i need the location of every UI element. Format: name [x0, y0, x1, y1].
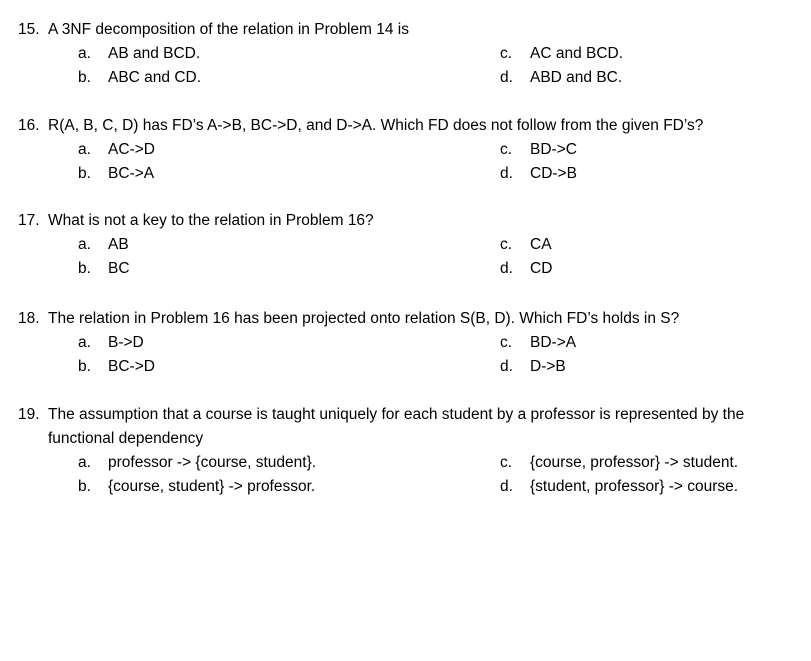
question-text: [18, 307, 788, 331]
option-letter: d.: [500, 69, 513, 86]
option-d: [500, 355, 566, 379]
question-body: The relation in Problem 16 has been projected onto relation S(B, D). Which FD’s holds in S?: [48, 310, 680, 327]
option-text: ABC and CD.: [108, 69, 202, 86]
question-number: 18.: [18, 310, 40, 327]
option-letter: b.: [78, 165, 91, 182]
option-text: professor -> {course, student}.: [108, 454, 317, 471]
options: [18, 451, 788, 499]
option-letter: d.: [500, 260, 513, 277]
options: [18, 42, 788, 90]
question-number: 19.: [18, 406, 40, 423]
option-letter: c.: [500, 236, 513, 253]
option-text: AC and BCD.: [530, 45, 624, 62]
option-text: {course, professor} -> student.: [530, 454, 739, 471]
option-letter: d.: [500, 358, 513, 375]
option-letter: a.: [78, 454, 91, 471]
option-text: ABD and BC.: [530, 69, 623, 86]
option-c: [500, 42, 623, 66]
option-a: [78, 42, 200, 66]
question-18: [18, 307, 788, 379]
option-text: CA: [530, 236, 552, 253]
option-letter: a.: [78, 45, 91, 62]
option-d: [500, 475, 738, 499]
option-c: [500, 451, 738, 475]
option-text: BD->A: [530, 334, 577, 351]
question-text: [18, 18, 788, 42]
option-text: CD->B: [530, 165, 577, 182]
option-a: [78, 233, 129, 257]
option-b: [78, 355, 155, 379]
option-b: [78, 66, 201, 90]
option-text: BC->D: [108, 358, 155, 375]
option-letter: b.: [78, 260, 91, 277]
option-c: [500, 331, 576, 355]
option-letter: d.: [500, 165, 513, 182]
option-text: CD: [530, 260, 553, 277]
option-letter: a.: [78, 334, 91, 351]
option-letter: a.: [78, 141, 91, 158]
question-text: [18, 403, 788, 451]
option-text: B->D: [108, 334, 144, 351]
option-b: [78, 475, 315, 499]
option-letter: c.: [500, 454, 513, 471]
option-letter: c.: [500, 334, 513, 351]
options: [18, 138, 788, 186]
option-d: [500, 162, 577, 186]
question-body: A 3NF decomposition of the relation in Problem 14 is: [48, 21, 409, 38]
question-body: The assumption that a course is taught uniquely for each student by a professor is represented by the functional dependency: [48, 406, 745, 447]
question-15: [18, 18, 788, 90]
question-17: [18, 209, 788, 281]
option-letter: b.: [78, 69, 91, 86]
option-letter: b.: [78, 358, 91, 375]
question-body: What is not a key to the relation in Problem 16?: [48, 212, 374, 229]
option-text: BC: [108, 260, 130, 277]
option-letter: b.: [78, 478, 91, 495]
option-text: BC->A: [108, 165, 155, 182]
option-text: {student, professor} -> course.: [530, 478, 739, 495]
question-text: [18, 209, 788, 233]
question-number: 15.: [18, 21, 40, 38]
option-a: [78, 451, 316, 475]
question-number: 17.: [18, 212, 40, 229]
option-text: BD->C: [530, 141, 577, 158]
option-text: {course, student} -> professor.: [108, 478, 316, 495]
option-text: AB: [108, 236, 129, 253]
question-number: 16.: [18, 117, 40, 134]
option-letter: c.: [500, 141, 513, 158]
option-a: [78, 331, 144, 355]
question-text: [18, 114, 788, 138]
option-b: [78, 162, 154, 186]
option-text: AC->D: [108, 141, 155, 158]
option-text: AB and BCD.: [108, 45, 201, 62]
option-c: [500, 138, 577, 162]
question-19: [18, 403, 788, 499]
options: [18, 233, 788, 281]
option-d: [500, 66, 622, 90]
option-letter: c.: [500, 45, 513, 62]
question-16: [18, 114, 788, 186]
option-c: [500, 233, 552, 257]
options: [18, 331, 788, 379]
option-a: [78, 138, 155, 162]
option-letter: d.: [500, 478, 513, 495]
option-text: D->B: [530, 358, 566, 375]
option-letter: a.: [78, 236, 91, 253]
question-body: R(A, B, C, D) has FD’s A->B, BC->D, and D->A. Which FD does not follow from the given FD’s?: [48, 117, 704, 134]
option-b: [78, 257, 130, 281]
option-d: [500, 257, 552, 281]
